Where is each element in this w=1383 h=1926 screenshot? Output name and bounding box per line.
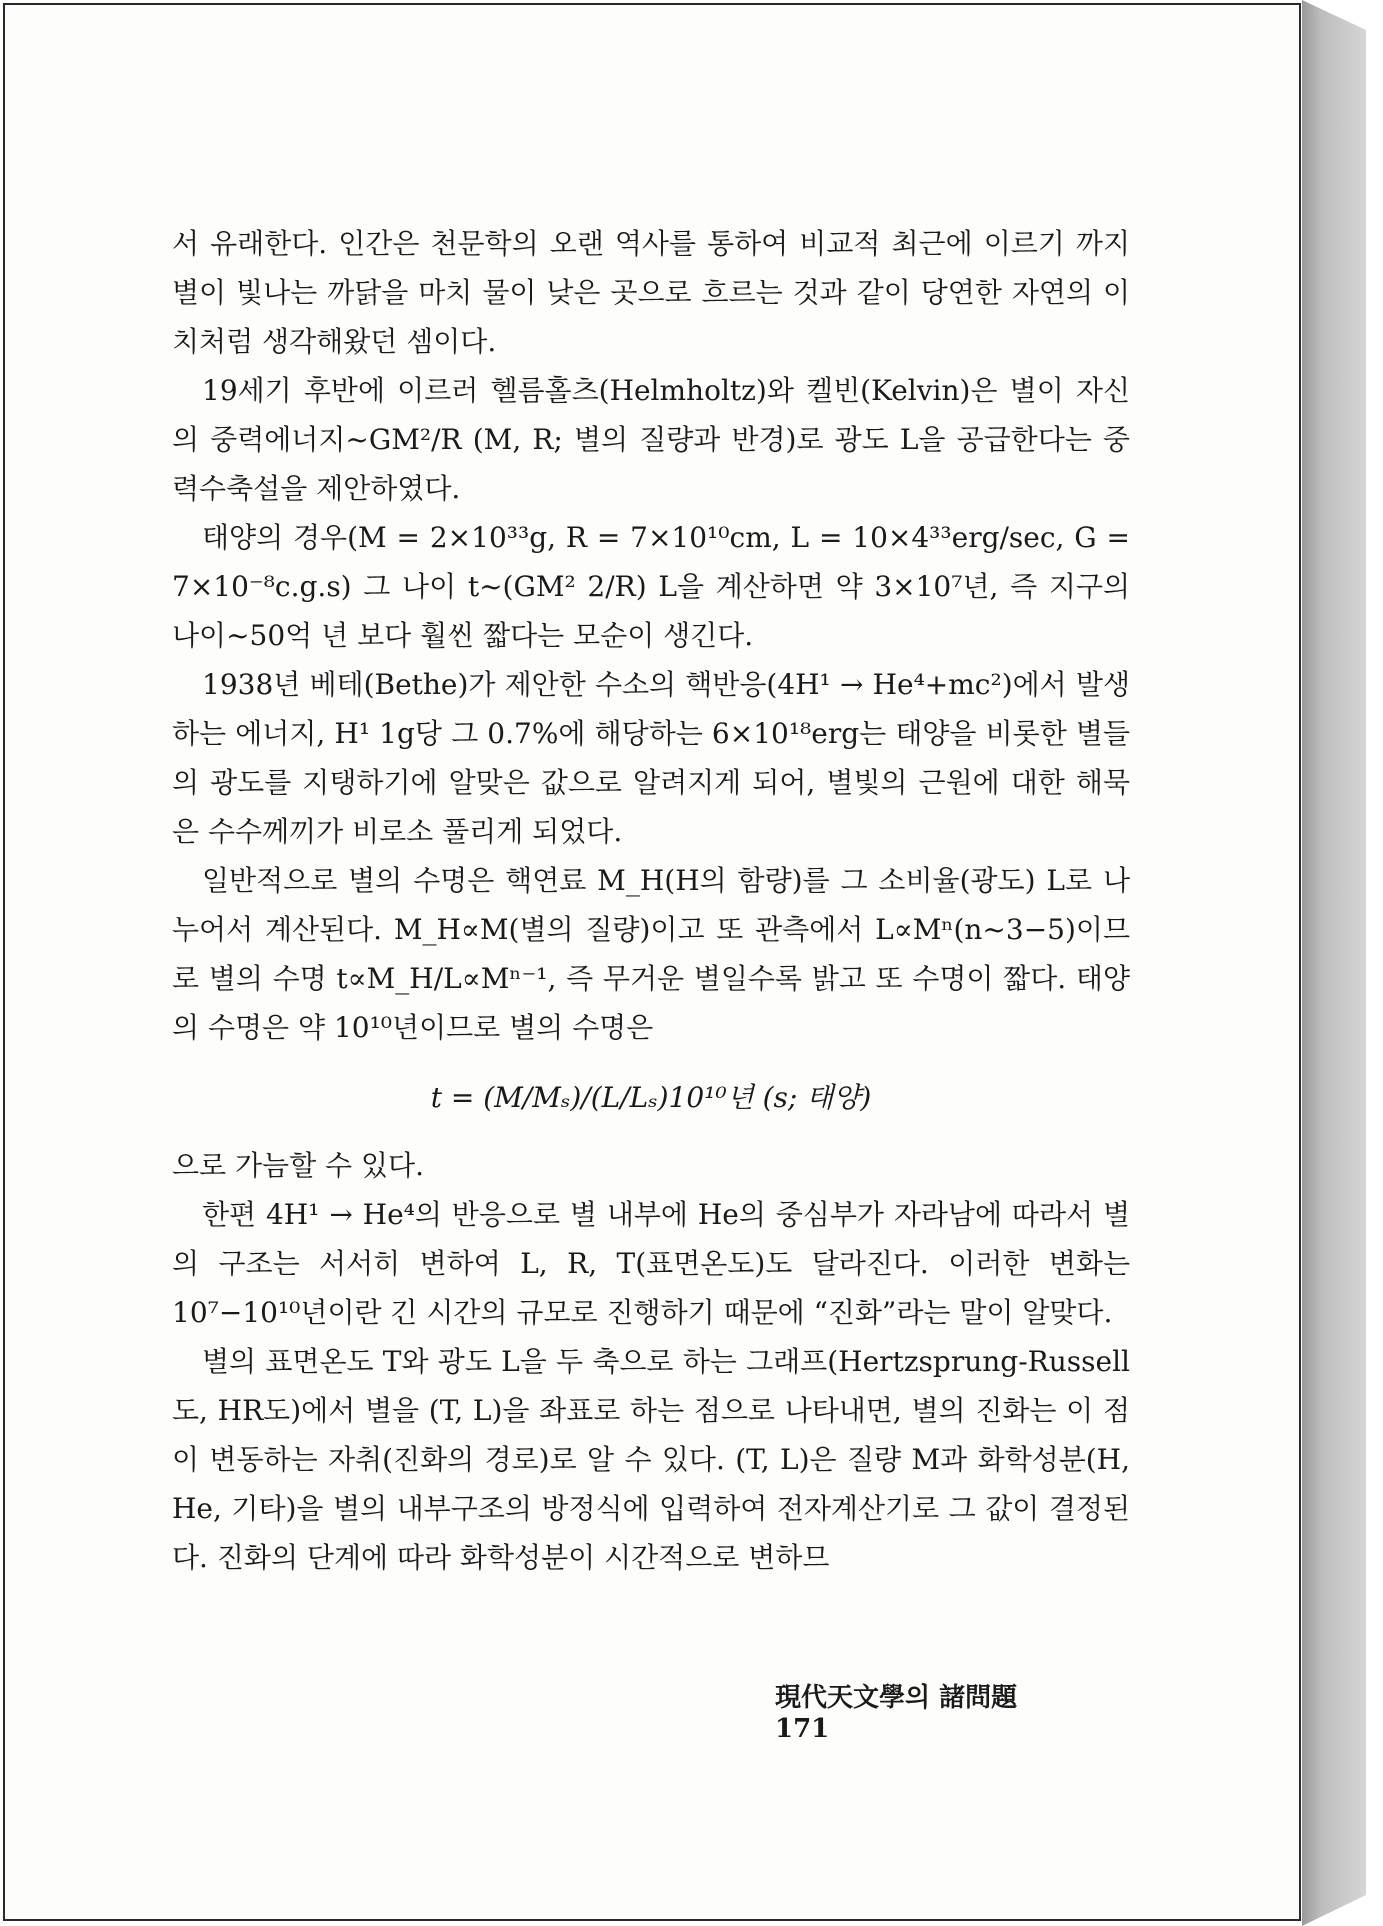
page-body: [172, 219, 1130, 1582]
paragraph-1: 서 유래한다. 인간은 천문학의 오랜 역사를 통하여 비교적 최근에 이르기 까지 별이 빛나는 까닭을 마치 물이 낮은 곳으로 흐르는 것과 같이 당연한 자연의 이치처럼 생각해왔던 셈이다.: [172, 227, 1130, 358]
book-page: [3, 3, 1301, 1921]
paragraph-7: 한편 4H¹ → He⁴의 반응으로 별 내부에 He의 중심부가 자라남에 따라서 별의 구조는 서서히 변하여 L, R, T(표면온도)도 달라진다. 이러한 변화는 10⁷−10¹⁰년이란 긴 시간의 규모로 진행하기 때문에 “진화”라는 말이 알맞다.: [172, 1198, 1130, 1329]
running-title: 現代天文學의 諸問題: [775, 1683, 1018, 1713]
page-footer: [775, 1677, 1095, 1744]
paragraph-4: 1938년 베테(Bethe)가 제안한 수소의 핵반응(4H¹ → He⁴+mc²)에서 발생하는 에너지, H¹ 1g당 그 0.7%에 해당하는 6×10¹⁸erg는 태양을 비롯한 별들의 광도를 지탱하기에 알맞은 값으로 알려지게 되어, 별빛의 근원에 대한 해묵은 수수께끼가 비로소 풀리게 되었다.: [172, 668, 1130, 848]
lifetime-equation: t = (M/Mₛ)/(L/Lₛ)10¹⁰년 (s; 태양): [430, 1081, 872, 1114]
paragraph-5: 일반적으로 별의 수명은 핵연료 M_H(H의 함량)를 그 소비율(광도) L로 나누어서 계산된다. M_H∝M(별의 질량)이고 또 관측에서 L∝Mⁿ(n~3−5)이므로 별의 수명 t∝M_H/L∝Mⁿ⁻¹, 즉 무거운 별일수록 밝고 또 수명이 짧다. 태양의 수명은 약 10¹⁰년이므로 별의 수명은: [172, 864, 1130, 1044]
paragraph-2: 19세기 후반에 이르러 헬름홀츠(Helmholtz)와 켈빈(Kelvin)은 별이 자신의 중력에너지~GM²/R (M, R; 별의 질량과 반경)로 광도 L을 공급한다는 중력수축설을 제안하였다.: [172, 374, 1130, 505]
paragraph-8: 별의 표면온도 T와 광도 L을 두 축으로 하는 그래프(Hertzsprung-Russell도, HR도)에서 별을 (T, L)을 좌표로 하는 점으로 나타내면, 별의 진화는 이 점이 변동하는 자취(진화의 경로)로 알 수 있다. (T, L)은 질량 M과 화학성분(H, He, 기타)을 별의 내부구조의 방정식에 입력하여 전자계산기로 그 값이 결정된다. 진화의 단계에 따라 화학성분이 시간적으로 변하므: [172, 1345, 1130, 1574]
page-stack-edge: [1302, 0, 1366, 1926]
page-number: 171: [775, 1714, 830, 1744]
paragraph-3: 태양의 경우(M = 2×10³³g, R = 7×10¹⁰cm, L = 10×4³³erg/sec, G = 7×10⁻⁸c.g.s) 그 나이 t~(GM² 2/R) L을 계산하면 약 3×10⁷년, 즉 지구의 나이~50억 년 보다 훨씬 짧다는 모순이 생긴다.: [172, 521, 1130, 652]
paragraph-6: 으로 가늠할 수 있다.: [172, 1149, 424, 1182]
